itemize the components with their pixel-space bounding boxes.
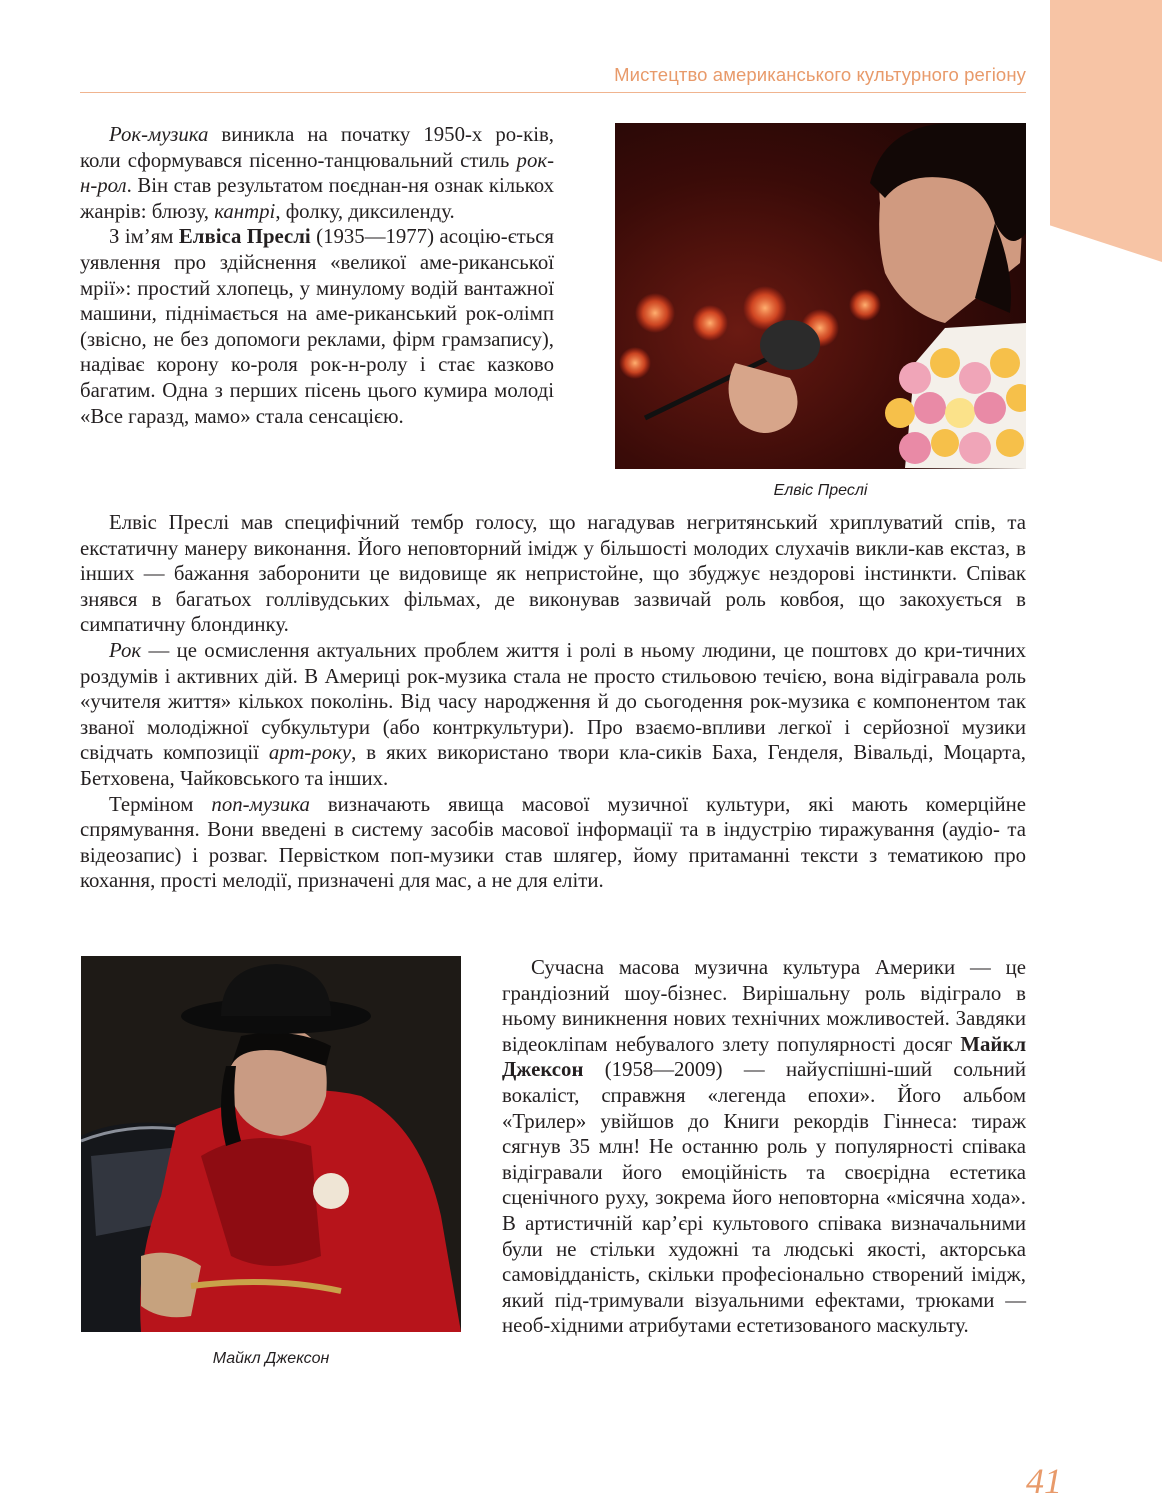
name-elvis-presley: Елвіса Преслі: [178, 225, 311, 249]
term-country: кантрі: [214, 199, 276, 223]
paragraph-elvis-voice: Елвіс Преслі мав специфічний тембр голосу, що нагадував негритянський хриплуватий спів, та екстатичну манеру виконання. Його неповторний імідж у більшості молодих слухачів викли-кав екстаз, в інших — бажання заборонити це видовище як непристойне, що збуджує нездорові інстинкти. Співак знявся в багатьох голлівудських фільмах, де виконував зазвичай роль ковбоя, що закохується в симпатичну блондинку.: [80, 511, 1026, 637]
text-run: визначають явища масової музичної культури, які мають комерційне спрямування. Вони введені в систему засобів масової інформації та в індустрію тиражування (аудіо- та відеозапис) і розваг. Первістком поп-музики став шлягер, йому притаманні тексти з тематикою про кохання, прості мелодії, призначені для мас, а не для еліти.: [80, 792, 1027, 893]
term-pop-music: поп-музика: [211, 792, 310, 816]
text-run: , фолку, диксиленду.: [275, 199, 455, 223]
text-run: (1935—1977) асоцію-ється уявлення про здійснення «великої аме-риканської мрії»: простий хлопець, у минулому водій вантажної машини, піднімається на аме-риканський рок-олімп (звісно, не без допомоги реклами, фірм грамзапису), надіває корону ко-роля рок-н-ролу і стає казково багатим. Одна з перших пісень цього кумира молоді «Все гаразд, мамо» стала сенсацією.: [80, 225, 554, 428]
term-rock-music: Рок-музика: [109, 123, 209, 146]
term-art-rock: арт-року: [268, 741, 352, 765]
term-rock-n-roll: рок-н-рол: [80, 148, 554, 198]
paragraph-jackson: [502, 955, 1026, 1339]
jackson-photo-illustration: [81, 956, 461, 1332]
text-run: виникла на початку 1950-х ро-ків, коли сформувався пісенно-танцювальний стиль: [80, 123, 554, 172]
name-michael-jackson: Майкл Джексон: [502, 1032, 1026, 1082]
page-number: 41: [1026, 1461, 1062, 1501]
corner-tab: [1050, 0, 1162, 262]
text-run: З ім’ям: [109, 225, 179, 249]
elvis-photo-illustration: [615, 123, 1026, 469]
michael-jackson-photo: [81, 956, 461, 1332]
paragraph-rock-origin: [80, 122, 554, 224]
text-column-bottom: [502, 955, 1026, 1339]
paragraph-elvis: [80, 224, 554, 429]
paragraph-rock-meaning: [80, 638, 1026, 792]
text-run: . Він став результатом поєднан-ня ознак кількох жанрів: блюзу,: [80, 174, 554, 223]
elvis-presley-photo: [615, 123, 1026, 469]
header-rule: [80, 92, 1026, 93]
running-title: Мистецтво американського культурного регіону: [614, 64, 1026, 85]
text-column-top: [80, 122, 554, 429]
jackson-caption: Майкл Джексон: [212, 1350, 330, 1367]
text-run: Терміном: [109, 792, 212, 816]
text-column-middle: [80, 510, 1026, 894]
text-run: — це осмислення актуальних проблем життя і ролі в ньому людини, це поштовх до кри-тичних роздумів і активних дій. В Америці рок-музика стала не просто стильовою течією, вона відігравала роль «учителя життя» кількох поколінь. Від часу народження й до сьогодення рок-музика є компонентом так званої молодіжної субкультури (або контркультури). Про взаємо-впливи легкої і серйозної музики свідчать композиції: [80, 638, 1026, 765]
text-run: (1958—2009) — найуспішні-ший сольний вокаліст, справжня «легенда епохи». Його альбом «Трилер» увійшов до Книги рекордів Гіннеса: тираж сягнув 35 млн! Не останню роль у популярності співака відігравали його емоційність та своєрідна естетика сценічного руху, зокрема його неповторна «місячна хода». В артистичній кар’єрі культового співака визначальними були не стільки художні та людські якості, акторська самовідданість, скільки професіонально створений імідж, який під-тримували візуальними ефектами, трюками — необ-хідними атрибутами естетизованого маскульту.: [502, 1058, 1026, 1338]
text-run: , в яких використано твори кла-сиків Баха, Генделя, Вівальді, Моцарта, Бетховена, Чайковського та інших.: [80, 741, 1027, 790]
elvis-caption: Елвіс Преслі: [773, 482, 868, 499]
text-run: Сучасна масова музична культура Америки — це грандіозний шоу-бізнес. Вирішальну роль відіграло в ньому виникнення нових технічних можливостей. Завдяки відеокліпам небувалого злету популярності досяг: [502, 956, 1026, 1056]
term-rock: Рок: [109, 638, 142, 662]
paragraph-pop-music: [80, 792, 1026, 894]
